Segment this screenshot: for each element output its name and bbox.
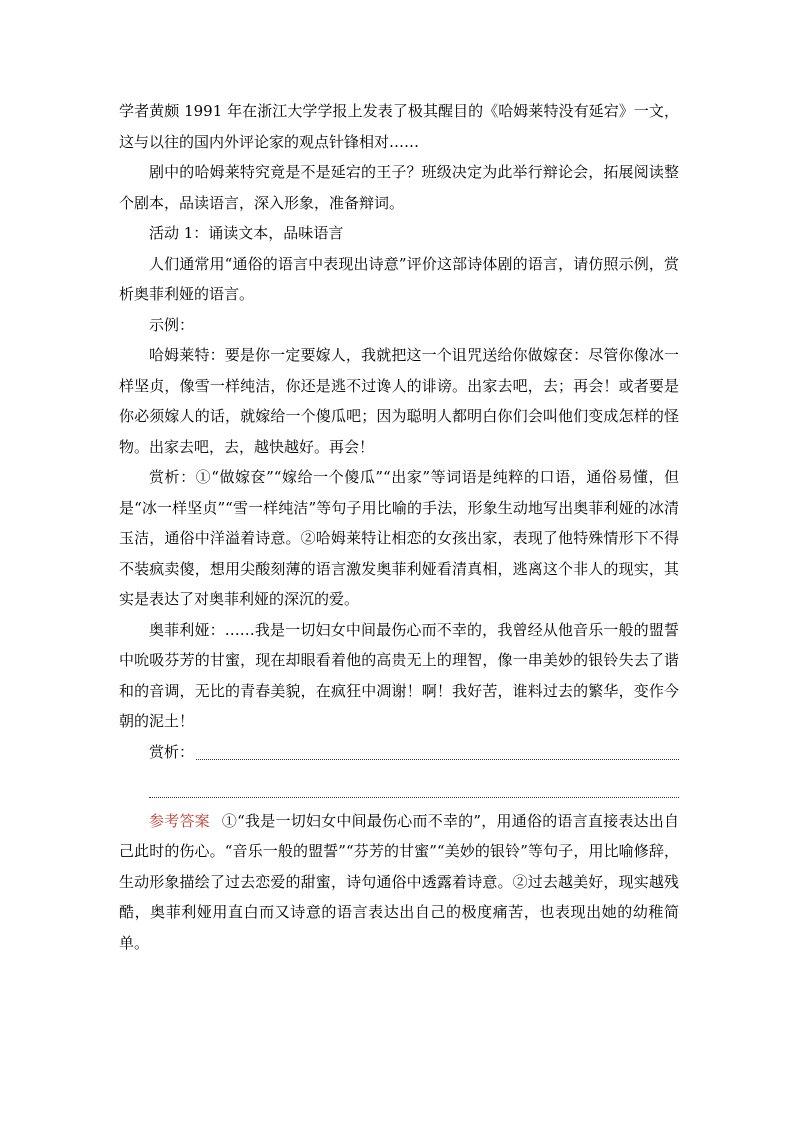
analysis-label: 赏析： xyxy=(149,742,195,761)
hamlet-quote: 哈姆莱特：要是你一定要嫁人，我就把这一个诅咒送给你做嫁奁：尽管你像冰一样坚贞，像雪一样纯洁，你还是逃不过谗人的诽谤。出家去吧，去；再会！或者要是你必须嫁人的话，就嫁给一个傻瓜吧；因为聪明人都明白你们会叫他们变成怎样的怪物。出家去吧，去，越快越好。再会！ xyxy=(119,346,679,456)
reference-answer-label: 参考答案 xyxy=(149,811,210,830)
analysis-dotted-fill xyxy=(196,759,679,760)
example-analysis: 赏析：①“做嫁奁”“嫁给一个傻瓜”“出家”等词语是纯粹的口语，通俗易懂，但是“冰一样坚贞”“雪一样纯洁”等句子用比喻的手法，形象生动地写出奥菲利娅的冰清玉洁，通俗中洋溢着诗意。②哈姆莱特让相恋的女孩出家，表现了他特殊情形下不得不装疯卖傻，想用尖酸刻薄的语言激发奥菲利娅看清真相，逃离这个非人的现实，其实是表达了对奥菲利娅的深沉的爱。 xyxy=(119,468,679,608)
activity-title: 活动 1：诵读文本，品味语言 xyxy=(149,224,344,242)
intro-paragraph: 学者黄颇 1991 年在浙江大学学报上发表了极其醒目的《哈姆莱特没有延宕》一文，这与以往的国内外评论家的观点针锋相对…… xyxy=(119,102,679,151)
analysis-answer-line[interactable] xyxy=(119,737,679,768)
ophelia-quote: 奥菲利娅：……我是一切妇女中间最伤心而不幸的，我曾经从他音乐一般的盟誓中吮吸芬芳的甘蜜，现在却眼看着他的高贵无上的理智，像一串美妙的银铃失去了谐和的音调，无比的青春美貌，在疯狂中凋谢！啊！我好苦，谁料过去的繁华，变作今朝的泥土！ xyxy=(119,620,679,730)
reference-answer-text: ①“我是一切妇女中间最伤心而不幸的”，用通俗的语言直接表达出自己此时的伤心。“音乐一般的盟誓”“芬芳的甘蜜”“美妙的银铃”等句子，用比喻修辞，生动形象描绘了过去恋爱的甜蜜，诗句通俗中透露着诗意。②过去越美好，现实越残酷，奥菲利娅用直白而又诗意的语言表达出自己的极度痛苦，也表现出她的幼稚简单。 xyxy=(119,811,679,952)
analysis-answer-line-2[interactable] xyxy=(149,767,679,798)
document-page xyxy=(119,96,679,958)
reference-answer xyxy=(119,806,679,959)
example-label: 示例： xyxy=(149,315,195,334)
activity-instruction: 人们通常用“通俗的语言中表现出诗意”评价这部诗体剧的语言，请仿照示例，赏析奥菲利娅的语言。 xyxy=(119,254,679,303)
question-paragraph: 剧中的哈姆莱特究竟是不是延宕的王子？班级决定为此举行辩论会，拓展阅读整个剧本，品读语言，深入形象，准备辩词。 xyxy=(119,163,679,212)
